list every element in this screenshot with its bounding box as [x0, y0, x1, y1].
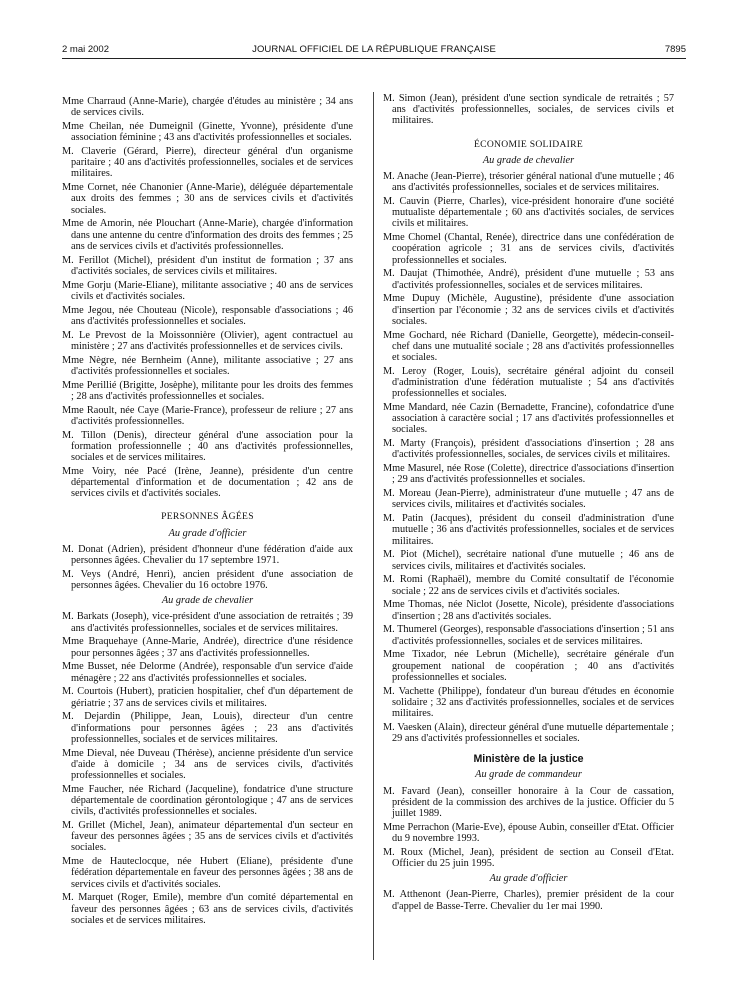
list-item: M. Romi (Raphaël), membre du Comité consultatif de l'économie sociale ; 22 ans de services civils et d'activités sociales. — [383, 574, 674, 597]
list-item: M. Vachette (Philippe), fondateur d'un bureau d'études en économie solidaire ; 32 ans d'activités professionnelles, sociales et de services militaires. — [383, 685, 674, 720]
list-item: M. Daujat (Thimothée, André), président d'une mutuelle ; 53 ans d'activités professionnelles, sociales et de services militaires. — [383, 268, 674, 291]
list-item: M. Leroy (Roger, Louis), secrétaire général adjoint du conseil d'administration d'une fédération mutualiste ; 54 ans d'activités professionnelles et sociales. — [383, 365, 674, 400]
list-item: Mme Tixador, née Lebrun (Michelle), secrétaire générale d'un groupement national de coopération ; 40 ans d'activités professionnelles et sociales. — [383, 649, 674, 683]
list-item: Mme Raoult, née Caye (Marie-France), professeur de reliure ; 27 ans d'activités professionnelles. — [62, 404, 353, 427]
list-item: M. Ferillot (Michel), président d'un institut de formation ; 37 ans d'activités sociales, de services civils et militaires. — [62, 254, 353, 277]
right-column — [383, 93, 674, 914]
list-item: Mme de Amorin, née Plouchart (Anne-Marie), chargée d'information dans une antenne du centre d'information des droits des femmes ; 25 ans de services civils et d'activités professionnelles. — [62, 218, 353, 252]
grade-heading: Au grade de chevalier — [161, 595, 254, 607]
list-item: M. Simon (Jean), président d'une section syndicale de retraités ; 57 ans d'activités professionnelles, sociales, de services civils et militaires. — [383, 93, 674, 127]
header-rule — [62, 58, 686, 59]
grade-heading: Au grade de chevalier — [482, 154, 575, 166]
list-item: Mme Voiry, née Pacé (Irène, Jeanne), présidente d'un centre départemental d'information et de documentation ; 42 ans de services civils et d'activités sociales. — [62, 465, 353, 500]
list-item: Mme Charraud (Anne-Marie), chargée d'études au ministère ; 34 ans de services civils. — [62, 96, 353, 119]
list-item: Mme Perrachon (Marie-Eve), épouse Aubin, conseiller d'Etat. Officier du 9 novembre 1993. — [383, 821, 674, 845]
section-heading: PERSONNES ÂGÉES — [161, 511, 254, 523]
list-item: M. Vaesken (Alain), directeur général d'une mutuelle départementale ; 29 ans d'activités professionnelles et sociales. — [383, 721, 674, 745]
list-item: Mme Dieval, née Duveau (Thérèse), ancienne présidente d'un service d'aide à domicile ; 34 ans de services civils, d'activités professionnelles et sociales. — [62, 747, 353, 782]
page-number: 7895 — [664, 44, 686, 55]
list-item: M. Piot (Michel), secrétaire national d'une mutuelle ; 46 ans de services civils, militaires et d'activités sociales. — [383, 549, 674, 572]
list-item: M. Veys (André, Henri), ancien président d'une association de personnes âgées. Chevalier du 16 octobre 1976. — [62, 568, 353, 592]
list-item: M. Thumerel (Georges), responsable d'associations d'insertion ; 51 ans d'activités professionnelles, sociales et de services militaires. — [383, 624, 675, 647]
list-item: Mme Gochard, née Richard (Danielle, Georgette), médecin-conseil-chef dans une mutualité sociale ; 28 ans d'activités professionnelles et sociales. — [383, 329, 674, 364]
list-item: M. Favard (Jean), conseiller honoraire à la Cour de cassation, président de la commission des archives de la justice. Officier du 5 juillet 1989. — [383, 785, 674, 820]
list-item: M. Le Prevost de la Moissonnière (Olivier), agent contractuel au ministère ; 27 ans d'activités professionnelles et de services civils. — [62, 329, 353, 352]
list-item: M. Barkats (Joseph), vice-président d'une association de retraités ; 39 ans d'activités professionnelles, sociales et de services militaires. — [62, 611, 353, 634]
list-item: Mme Cheilan, née Dumeignil (Ginette, Yvonne), présidente d'une association féminine ; 43 ans d'activités professionnelles et sociales. — [62, 121, 353, 144]
list-item: Mme Braquehaye (Anne-Marie, Andrée), directrice d'une résidence pour personnes âgées ; 37 ans d'activités professionnelles. — [62, 636, 353, 659]
list-item: Mme Thomas, née Niclot (Josette, Nicole), présidente d'associations d'insertion ; 28 ans d'activités sociales. — [383, 599, 674, 622]
list-item: M. Tillon (Denis), directeur général d'une association pour la formation professionnelle ; 40 ans d'activités professionnelles, sociales et de services militaires. — [62, 429, 353, 464]
journal-title: JOURNAL OFFICIEL DE LA RÉPUBLIQUE FRANÇAISE — [252, 44, 496, 55]
list-item: Mme Faucher, née Richard (Jacqueline), fondatrice d'une structure départementale de coordination gérontologique ; 47 ans de services civils, d'activités professionnelles et sociales. — [62, 783, 353, 818]
list-item: M. Roux (Michel, Jean), président de section au Conseil d'Etat. Officier du 25 juin 1995. — [383, 846, 674, 870]
list-item: M. Grillet (Michel, Jean), animateur départemental d'un secteur en faveur des personnes âgées ; 35 ans de services civils et d'activités sociales. — [62, 820, 353, 854]
list-item: Mme Mandard, née Cazin (Bernadette, Francine), cofondatrice d'une association à caractère social ; 17 ans d'activités professionnelles et sociales. — [383, 402, 674, 436]
list-item: Mme Nègre, née Bernheim (Anne), militante associative ; 27 ans d'activités professionnelles et sociales. — [62, 354, 353, 377]
list-item: M. Courtois (Hubert), praticien hospitalier, chef d'un département de gériatrie ; 37 ans de services civils et militaires. — [62, 686, 353, 709]
list-item: Mme Busset, née Delorme (Andrée), responsable d'un service d'aide ménagère ; 22 ans d'activités professionnelles et sociales. — [62, 661, 353, 684]
column-separator — [373, 92, 374, 960]
list-item: M. Anache (Jean-Pierre), trésorier général national d'une mutuelle ; 46 ans d'activités professionnelles, sociales et de services militaires. — [383, 171, 674, 194]
list-item: M. Atthenont (Jean-Pierre, Charles), premier président de la cour d'appel de Basse-Terre. Chevalier du 1er mai 1990. — [383, 889, 674, 912]
list-item: Mme Dupuy (Michèle, Augustine), présidente d'une association d'insertion par l'économie ; 32 ans de services civils et d'activités sociales. — [383, 293, 674, 327]
left-column — [62, 96, 353, 929]
grade-heading: Au grade d'officier — [168, 527, 247, 539]
list-item: Mme Cornet, née Chanonier (Anne-Marie), déléguée départementale aux droits des femmes ; 30 ans de services civils et d'activités sociales. — [62, 182, 353, 216]
grade-heading: Au grade d'officier — [489, 873, 568, 885]
list-item: Mme Jegou, née Chouteau (Nicole), responsable d'associations ; 46 ans d'activités professionnelles et sociales. — [62, 304, 353, 327]
list-item: M. Cauvin (Pierre, Charles), vice-président honoraire d'une société mutualiste départementale ; 60 ans d'activités sociales, de services civils et militaires. — [383, 196, 674, 230]
list-item: Mme Gorju (Marie-Eliane), militante associative ; 40 ans de services civils et d'activités sociales. — [62, 279, 353, 302]
list-item: Mme Masurel, née Rose (Colette), directrice d'associations d'insertion ; 29 ans d'activités professionnelles et sociales. — [383, 463, 674, 486]
page-header — [62, 44, 686, 58]
list-item: M. Patin (Jacques), président du conseil d'administration d'une mutuelle ; 36 ans d'activités professionnelles, sociales et de services militaires. — [383, 513, 674, 547]
list-item: Mme Perillié (Brigitte, Josèphe), militante pour les droits des femmes ; 28 ans d'activités professionnelles et sociales. — [62, 379, 353, 402]
grade-heading: Au grade de commandeur — [475, 769, 582, 781]
list-item: M. Donat (Adrien), président d'honneur d'une fédération d'aide aux personnes âgées. Chevalier du 17 septembre 1971. — [62, 543, 353, 567]
section-heading: ÉCONOMIE SOLIDAIRE — [473, 138, 584, 150]
issue-date: 2 mai 2002 — [62, 44, 110, 55]
list-item: M. Marty (François), président d'associations d'insertion ; 28 ans d'activités professionnelles, sociales, de services civils et militaires. — [383, 438, 674, 461]
list-item: Mme Chomel (Chantal, Renée), directrice dans une confédération de coopération agricole ; 31 ans de services civils, d'activités professionnelles et sociales. — [383, 232, 674, 266]
list-item: M. Dejardin (Philippe, Jean, Louis), directeur d'un centre d'informations pour personnes âgées ; 23 ans d'activités professionnelles, sociales et de services militaires. — [62, 711, 353, 745]
list-item: M. Claverie (Gérard, Pierre), directeur général d'un organisme paritaire ; 40 ans d'activités professionnelles, sociales et de services militaires. — [62, 146, 353, 180]
list-item: M. Moreau (Jean-Pierre), administrateur d'une mutuelle ; 47 ans de services civils, militaires et d'activités sociales. — [383, 488, 674, 511]
list-item: M. Marquet (Roger, Emile), membre d'un comité départemental en faveur des personnes âgées ; 63 ans de services civils, d'activités sociales et de services militaires. — [62, 892, 353, 926]
list-item: Mme de Hauteclocque, née Hubert (Eliane), présidente d'une fédération départementale en faveur des personnes âgées ; 38 ans de services civils et d'activités sociales. — [62, 856, 353, 890]
ministry-heading: Ministère de la justice — [473, 753, 584, 766]
